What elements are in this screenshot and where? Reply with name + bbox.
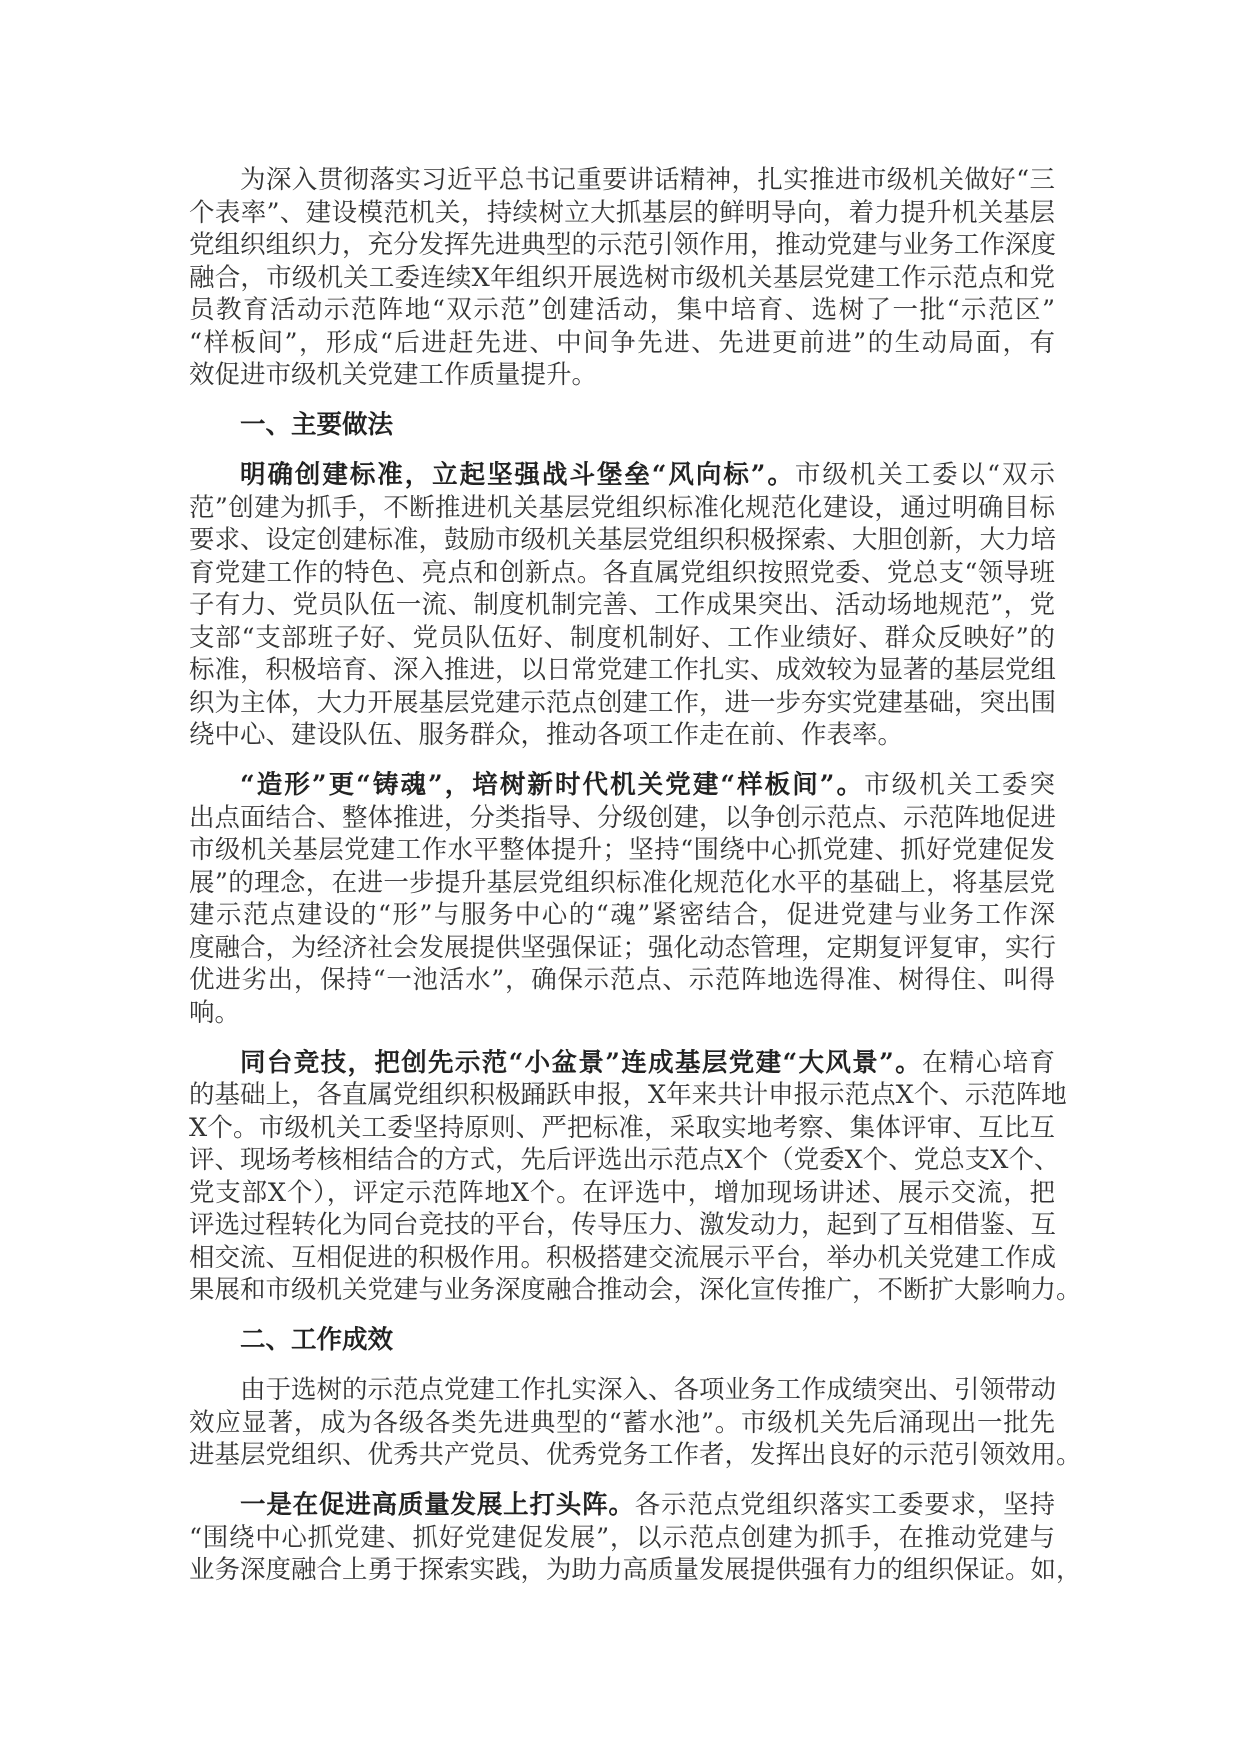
text-line bbox=[189, 932, 1055, 965]
paragraph bbox=[189, 459, 1055, 752]
line-text: 由于选树的示范点党建工作扎实深入、各项业务工作成绩突出、引领带动 bbox=[240, 1375, 1057, 1405]
paragraph bbox=[189, 1489, 1082, 1587]
line-text: 党组织组织力，充分发挥先进典型的示范引领作用，推动党建与业务工作深度 bbox=[189, 230, 1057, 260]
line-text: 业务深度融合上勇于探索实践，为助力高质量发展提供强有力的组织保证。如， bbox=[189, 1555, 1082, 1585]
line-text: 响。 bbox=[189, 997, 241, 1028]
line-text: 要求、设定创建标准，鼓励市级机关基层党组织积极探索、大胆创新，大力培 bbox=[189, 525, 1057, 555]
text-line bbox=[189, 409, 1055, 442]
text-line bbox=[189, 1112, 1055, 1145]
line-text: 出点面结合、整体推进，分类指导、分级创建，以争创示范点、示范阵地促进 bbox=[189, 802, 1057, 833]
text-line bbox=[189, 1374, 1055, 1407]
text-line bbox=[189, 1177, 1055, 1210]
line-text: 织为主体，大力开展基层党建示范点创建工作，进一步夯实党建基础，突出围 bbox=[189, 687, 1057, 718]
line-text: 建示范点建设的“形”与服务中心的“魂”紧密结合，促进党建与业务工作深 bbox=[189, 900, 1055, 930]
line-text: 党支部X个），评定示范阵地X个。在评选中，增加现场讲述、展示交流，把 bbox=[189, 1177, 1055, 1208]
line-text: 评、现场考核相结合的方式，先后评选出示范点X个（党委X个、党总支X个、 bbox=[189, 1145, 1060, 1175]
line-text: 效促进市级机关党建工作质量提升。 bbox=[189, 360, 598, 390]
line-text: 展”的理念，在进一步提升基层党组织标准化规范化水平的基础上，将基层党 bbox=[189, 867, 1055, 898]
text-line bbox=[189, 622, 1055, 655]
text-line bbox=[189, 262, 1055, 295]
line-text: 果展和市级机关党建与业务深度融合推动会，深化宣传推广，不断扩大影响力。 bbox=[189, 1275, 1082, 1305]
line-text: 市级机关基层党建工作水平整体提升；坚持“围绕中心抓党建、抓好党建促发 bbox=[189, 835, 1055, 865]
text-line bbox=[189, 834, 1055, 867]
text-line bbox=[189, 1407, 1055, 1440]
line-text: 一、主要做法 bbox=[240, 410, 394, 440]
line-text: 各示范点党组织落实工委要求，坚持 bbox=[634, 1490, 1055, 1520]
line-text: “样板间”，形成“后进赶先进、中间争先进、先进更前进”的生动局面，有 bbox=[189, 327, 1055, 358]
paragraph bbox=[189, 1374, 1082, 1472]
text-line bbox=[189, 1439, 1082, 1472]
line-text: 范”创建为抓手，不断推进机关基层党组织标准化规范化建设，通过明确目标 bbox=[189, 492, 1055, 523]
text-line bbox=[189, 327, 1055, 360]
text-line bbox=[189, 687, 1055, 720]
paragraph bbox=[189, 164, 1055, 392]
paragraph bbox=[189, 769, 1055, 1029]
document-body bbox=[189, 164, 1082, 1604]
paragraph-lead-bold: 明确创建标准，立起坚强战斗堡垒“风向标”。 bbox=[240, 460, 795, 490]
text-line bbox=[189, 459, 1055, 492]
text-line bbox=[189, 229, 1055, 262]
text-line bbox=[189, 1522, 1055, 1555]
text-line bbox=[189, 359, 1055, 392]
line-text: 进基层党组织、优秀共产党员、优秀党务工作者，发挥出良好的示范引领效用。 bbox=[189, 1440, 1082, 1470]
line-text: 度融合，为经济社会发展提供坚强保证；强化动态管理，定期复评复审，实行 bbox=[189, 932, 1057, 963]
paragraph bbox=[189, 1047, 1082, 1307]
section-heading bbox=[189, 409, 1055, 442]
line-text: 评选过程转化为同台竞技的平台，传导压力、激发动力，起到了互相借鉴、互 bbox=[189, 1210, 1057, 1240]
text-line bbox=[189, 1047, 1055, 1080]
text-line bbox=[189, 964, 1055, 997]
line-text: 个表率”、建设模范机关，持续树立大抓基层的鲜明导向，着力提升机关基层 bbox=[189, 197, 1055, 228]
line-text: 员教育活动示范阵地“双示范”创建活动，集中培育、选树了一批“示范区” bbox=[189, 295, 1055, 325]
text-line bbox=[189, 524, 1055, 557]
line-text: 育党建工作的特色、亮点和创新点。各直属党组织按照党委、党总支“领导班 bbox=[189, 557, 1055, 588]
line-text: 市级机关工委突 bbox=[864, 770, 1055, 800]
text-line bbox=[189, 802, 1055, 835]
line-text: X个。市级机关工委坚持原则、严把标准，采取实地考察、集体评审、互比互 bbox=[189, 1112, 1055, 1143]
line-text: “围绕中心抓党建、抓好党建促发展”，以示范点创建为抓手，在推动党建与 bbox=[189, 1522, 1055, 1553]
text-line bbox=[189, 899, 1055, 932]
text-line bbox=[189, 1554, 1082, 1587]
line-text: 二、工作成效 bbox=[240, 1325, 394, 1355]
text-line bbox=[189, 164, 1055, 197]
line-text: 标准，积极培育、深入推进，以日常党建工作扎实、成效较为显著的基层党组 bbox=[189, 655, 1057, 685]
line-text: 子有力、党员队伍一流、制度机制完善、工作成果突出、活动场地规范”，党 bbox=[189, 590, 1055, 620]
text-line bbox=[189, 997, 1055, 1030]
line-text: 支部“支部班子好、党员队伍好、制度机制好、工作业绩好、群众反映好”的 bbox=[189, 622, 1055, 653]
text-line bbox=[189, 769, 1055, 802]
text-line bbox=[189, 1144, 1060, 1177]
line-text: 优进劣出，保持“一池活水”，确保示范点、示范阵地选得准、树得住、叫得 bbox=[189, 965, 1055, 995]
paragraph-lead-bold: “造形”更“铸魂”，培树新时代机关党建“样板间”。 bbox=[240, 770, 865, 800]
text-line bbox=[189, 1242, 1055, 1275]
paragraph-lead-bold: 一是在促进高质量发展上打头阵。 bbox=[240, 1490, 635, 1520]
line-text: 的基础上，各直属党组织积极踊跃申报，X年来共计申报示范点X个、示范阵地 bbox=[189, 1080, 1067, 1110]
line-text: 市级机关工委以“双示 bbox=[794, 460, 1055, 490]
text-line bbox=[189, 1079, 1067, 1112]
text-line bbox=[189, 294, 1055, 327]
text-line bbox=[189, 1489, 1055, 1522]
text-line bbox=[189, 654, 1055, 687]
text-line bbox=[189, 589, 1055, 622]
text-line bbox=[189, 1324, 1055, 1357]
text-line bbox=[189, 719, 1055, 752]
text-line bbox=[189, 867, 1055, 900]
line-text: 绕中心、建设队伍、服务群众，推动各项工作走在前、作表率。 bbox=[189, 720, 904, 750]
paragraph-lead-bold: 同台竞技，把创先示范“小盆景”连成基层党建“大风景”。 bbox=[240, 1047, 923, 1078]
line-text: 相交流、互相促进的积极作用。积极搭建交流展示平台，举办机关党建工作成 bbox=[189, 1242, 1057, 1273]
text-line bbox=[189, 1209, 1055, 1242]
line-text: 融合，市级机关工委连续X年组织开展选树市级机关基层党建工作示范点和党 bbox=[189, 262, 1055, 293]
line-text: 为深入贯彻落实习近平总书记重要讲话精神，扎实推进市级机关做好“三 bbox=[240, 165, 1055, 195]
text-line bbox=[189, 492, 1055, 525]
text-line bbox=[189, 197, 1055, 230]
section-heading bbox=[189, 1324, 1055, 1357]
line-text: 效应显著，成为各级各类先进典型的“蓄水池”。市级机关先后涌现出一批先 bbox=[189, 1407, 1055, 1438]
line-text: 在精心培育 bbox=[922, 1047, 1055, 1078]
text-line bbox=[189, 1274, 1082, 1307]
text-line bbox=[189, 557, 1055, 590]
